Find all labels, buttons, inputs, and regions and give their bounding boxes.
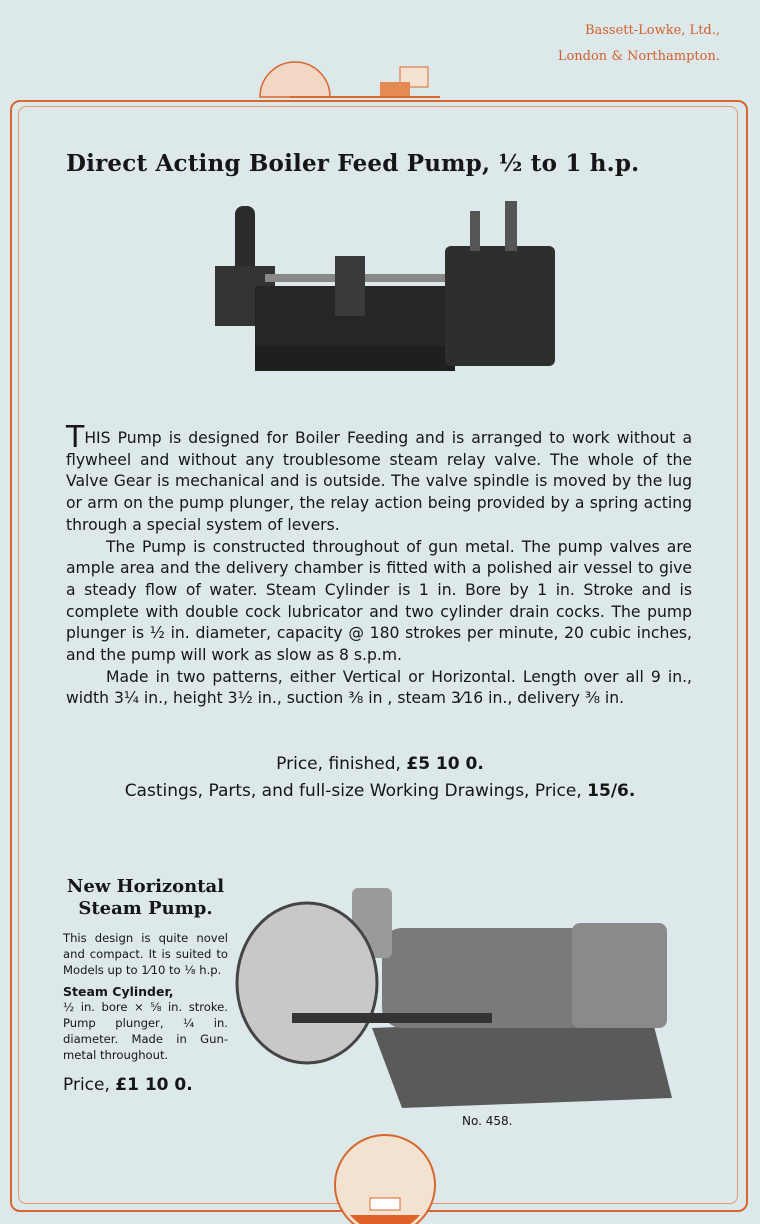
sidebar-title: New Horizontal Steam Pump. [66,876,225,919]
publisher-location: London & Northampton. [557,49,720,64]
sidebar-subhead: Steam Cylinder, [63,984,174,999]
description-paragraph-3: Made in two patterns, either Vertical or Horizontal. Length over all 9 in., width 3¼ in., height 3½ in., suction ⅜ in , steam 3⁄16 in., delivery ⅜ in. [66,667,692,708]
dropcap: T [66,420,85,455]
description [66,420,692,710]
boiler-feed-pump-image [195,196,575,381]
sidebar-spec: ½ in. bore × ⅝ in. stroke. Pump plunger, ¼ in. diameter. Made in Gun-metal throughout. [63,1000,228,1062]
price-castings: Castings, Parts, and full-size Working Drawings, Price, 15/6. [124,781,636,801]
publisher [558,18,720,70]
catalogue-number: No. 458. [462,1114,513,1128]
description-paragraph-1: THIS Pump is designed for Boiler Feeding and is arranged to work without a flywheel and without any troublesome steam relay valve. The whole of the Valve Gear is mechanical and is outside. The valve spindle is moved by the lug or arm on the pump plunger, the relay action being provided by a spring acting through a special system of levers. [66,420,692,534]
steam-pump-sidebar [63,876,228,1095]
sidebar-price: Price, £1 10 0. [63,1075,193,1095]
gauge-ornament-bottom [300,1110,470,1224]
page-title: Direct Acting Boiler Feed Pump, ½ to 1 h.p. [66,150,640,177]
horizontal-steam-pump-image [232,868,682,1113]
description-paragraph-2: The Pump is constructed throughout of gun metal. The pump valves are ample area and the delivery chamber is fitted with a polished air vessel to give a steady flow of water. Steam Cylinder is 1 in. Bore by 1 in. Stroke and is complete with double cock lubricator and two cylinder drain cocks. The pump plunger is ½ in. diameter, capacity @ 180 strokes per minute, 20 cubic inches, and the pump will work as slow as 8 s.p.m. [66,537,692,665]
publisher-name: Bassett-Lowke, Ltd., [584,23,720,38]
sidebar-text: This design is quite novel and compact. It is suited to Models up to 1⁄10 to ⅛ h.p. [63,931,228,977]
price-finished: Price, finished, £5 10 0. [276,754,484,774]
